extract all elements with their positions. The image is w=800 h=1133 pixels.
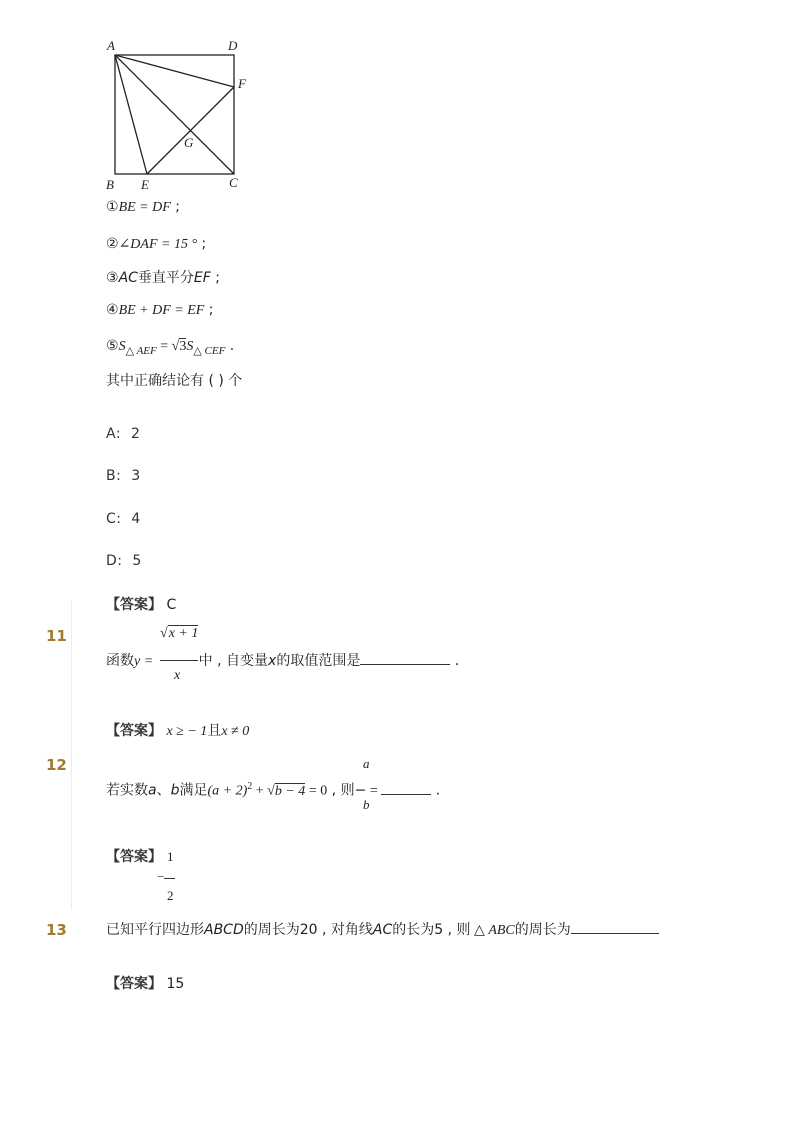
statement-2: ②∠DAF = 15 ° ; <box>106 236 207 252</box>
segment-ae <box>115 55 147 174</box>
statement-1: ①BE = DF ; <box>106 199 180 215</box>
square-figure <box>100 34 260 194</box>
q11-text: 函数y = 中 , 自变量x的取值范围是 . <box>106 653 460 669</box>
question-text: 其中正确结论有 ( ) 个 <box>106 373 243 389</box>
option-b[interactable]: B: 3 <box>106 468 141 484</box>
option-d[interactable]: D: 5 <box>106 553 142 569</box>
q12-blank[interactable] <box>381 782 431 795</box>
q11-sqrt-numerator: √x + 1 <box>160 626 199 641</box>
question-number-12: 12 <box>46 756 67 774</box>
q11-denominator: x <box>174 668 181 683</box>
label-a: A <box>107 38 115 53</box>
statement-3: ③AC垂直平分EF ; <box>106 270 220 286</box>
label-d: D <box>228 38 238 53</box>
q12-text: 若实数a、b满足$(a + 2)^2 + √b - 4 = 0$ , 则− = . <box>106 781 441 799</box>
q11-blank[interactable] <box>360 652 450 665</box>
label-c: C <box>229 175 238 190</box>
option-a[interactable]: A: 2 <box>106 426 141 442</box>
left-rule <box>71 600 72 910</box>
statement-4: ④BE + DF = EF ; <box>106 302 214 318</box>
q12-answer-bar <box>164 878 175 879</box>
label-b: B <box>106 177 114 192</box>
option-c[interactable]: C: 4 <box>106 511 141 527</box>
question-number-13: 13 <box>46 921 67 939</box>
answer-q12: 【答案】 <box>106 849 162 865</box>
q13-blank[interactable] <box>571 921 659 934</box>
q12-frac-denominator: b <box>363 797 370 812</box>
answer-q11: 【答案】 x ≥ − 1且x ≠ 0 <box>106 723 250 739</box>
question-number-11: 11 <box>46 627 67 645</box>
q13-text: 已知平行四边形ABCD的周长为20 , 对角线AC的长为5 , 则 △ ABC的周长为 <box>106 921 659 940</box>
segment-af <box>115 55 234 87</box>
q12-frac-numerator: a <box>363 756 370 771</box>
q12-answer-sign: − <box>157 869 165 884</box>
diagonal-ac <box>115 55 234 174</box>
label-g: G <box>184 135 194 150</box>
q12-answer-den: 2 <box>167 888 174 903</box>
statement-5: $⑤S_{\triangle AEF} = √3S_{\triangle CEF}$ . <box>106 338 235 357</box>
answer-q10: 【答案】 C <box>106 597 177 613</box>
q12-answer-num: 1 <box>167 849 174 864</box>
label-e: E <box>141 177 149 192</box>
label-f: F <box>238 76 246 91</box>
answer-q13: 【答案】 15 <box>106 976 185 992</box>
